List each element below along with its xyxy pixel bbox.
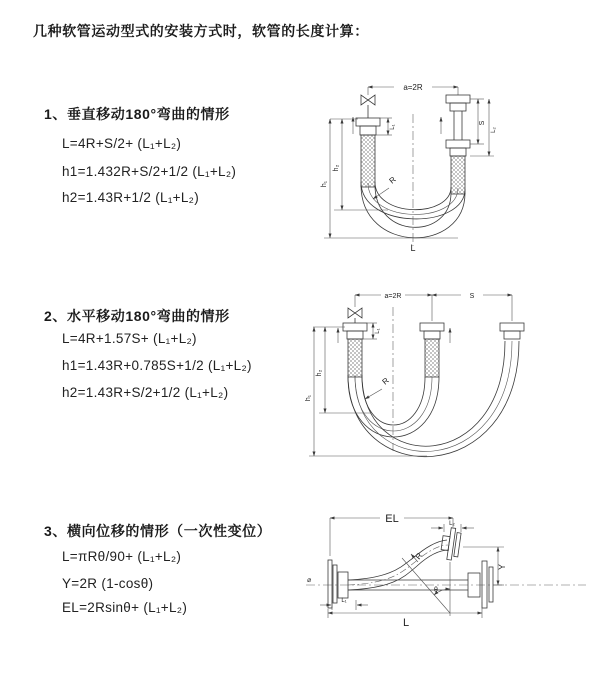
d1-radius-label: R <box>387 174 398 186</box>
d3-radius-label: R <box>413 551 425 562</box>
d1-dim-h2 <box>330 119 388 210</box>
section-1-formula-h2: h2=1.43R+1/2 (L₁+L₂) <box>62 190 200 205</box>
d3-dim-l2-label: L₂ <box>449 521 455 527</box>
d2-radius-label: R <box>380 375 391 387</box>
d3-dim-el-label: EL <box>385 513 399 525</box>
d3-dim-l <box>328 602 482 618</box>
d3-dim-l1-label: L₁ <box>341 598 347 604</box>
d2-dim-h1-label: h₁ <box>305 394 312 402</box>
d3-displaced-flange <box>440 527 462 561</box>
d3-hose-displaced <box>348 540 449 590</box>
d2-left-connection <box>338 308 367 377</box>
d3-right-flange <box>468 561 493 608</box>
section-3-formula-Y: Y=2R (1-cosθ) <box>62 576 154 591</box>
section-2-formula-h1: h1=1.43R+0.785S+1/2 (L₁+L₂) <box>62 358 252 373</box>
d1-length-label: L <box>410 243 416 253</box>
section-2-formula-L: L=4R+1.57S+ (L₁+L₂) <box>62 331 197 346</box>
section-1-formula-L: L=4R+S/2+ (L₁+L₂) <box>62 136 182 151</box>
d2-right-connection <box>500 323 524 339</box>
diagram-horizontal-movement <box>305 283 595 465</box>
diagram-vertical-movement <box>308 72 593 264</box>
section-1-formula-h1: h1=1.432R+S/2+1/2 (L₁+L₂) <box>62 164 237 179</box>
d3-angle-construction <box>402 558 450 616</box>
d1-dim-h2-label: h₂ <box>333 164 340 172</box>
section-1-heading: 1、垂直移动180°弯曲的情形 <box>44 106 230 122</box>
d3-dim-y-label: Y <box>497 563 507 571</box>
section-3-heading: 3、横向位移的情形（一次性变位） <box>44 523 272 539</box>
d1-dim-a2r-label: a=2R <box>403 83 423 92</box>
d3-dim-l-label: L <box>402 617 410 629</box>
d1-left-connection <box>353 95 380 187</box>
section-3-formula-L: L=πRθ/90+ (L₁+L₂) <box>62 549 182 564</box>
d1-dim-s-label: S <box>479 120 486 126</box>
section-2-heading: 2、水平移动180°弯曲的情形 <box>44 308 230 324</box>
d1-braid-left <box>361 135 375 187</box>
d1-valve-icon <box>361 95 375 105</box>
d2-dim-h2-label: h₂ <box>316 369 323 377</box>
d1-dim-h1-label: h₁ <box>321 180 328 188</box>
d2-braid-left <box>348 339 362 377</box>
d2-middle-connection <box>420 323 450 377</box>
page-title: 几种软管运动型式的安装方式时，软管的长度计算： <box>33 23 369 39</box>
section-2-formula-h2: h2=1.43R+S/2+1/2 (L₁+L₂) <box>62 385 229 400</box>
d1-dim-l2-label: L₂ <box>491 127 497 133</box>
d1-right-connection <box>441 95 470 194</box>
d2-radius-leader <box>365 389 382 399</box>
d1-dim-l1-label: L₁ <box>390 124 396 130</box>
d2-dim-a2r-label: a=2R <box>384 293 402 300</box>
section-3-formula-EL: EL=2Rsinθ+ (L₁+L₂) <box>62 600 188 615</box>
d2-valve-icon <box>348 308 362 318</box>
d2-dim-s-label: S <box>469 293 475 300</box>
d2-dim-l1-label: L₁ <box>375 328 381 334</box>
d3-angle-label: θ <box>434 587 438 594</box>
d2-braid-middle <box>425 339 439 377</box>
d2-dim-h1 <box>309 327 427 456</box>
diagram-lateral-displacement <box>298 498 598 648</box>
d3-dia-mark: ⌀ <box>307 577 312 584</box>
